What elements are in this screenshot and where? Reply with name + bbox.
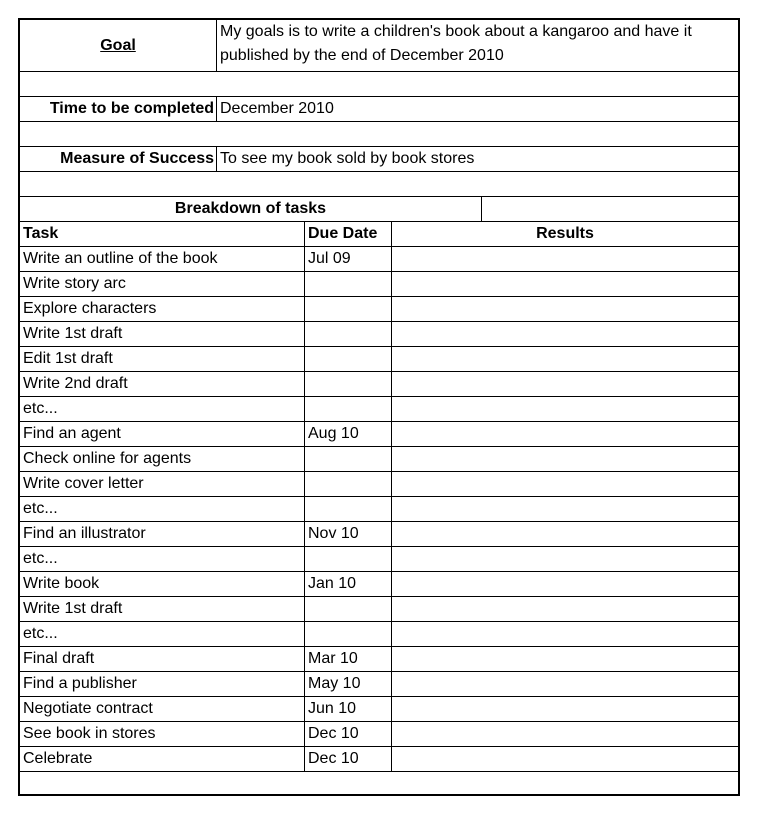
- task-name: Final draft: [20, 647, 305, 671]
- task-name: Write cover letter: [20, 472, 305, 496]
- spacer-row: [20, 172, 738, 197]
- task-name: etc...: [20, 622, 305, 646]
- column-header-task: Task: [20, 222, 305, 246]
- task-results: [392, 372, 738, 396]
- table-row: [20, 322, 738, 347]
- task-name: Write 1st draft: [20, 322, 305, 346]
- task-name: Find an agent: [20, 422, 305, 446]
- task-name: Find a publisher: [20, 672, 305, 696]
- table-row: [20, 747, 738, 772]
- task-results: [392, 447, 738, 471]
- table-row: [20, 522, 738, 547]
- task-due-date: Jan 10: [305, 572, 392, 596]
- table-row: [20, 247, 738, 272]
- breakdown-title-row: [20, 197, 738, 222]
- task-name: Check online for agents: [20, 447, 305, 471]
- task-due-date: [305, 397, 392, 421]
- footer-spacer-row: [20, 772, 738, 794]
- table-row: [20, 597, 738, 622]
- task-name: See book in stores: [20, 722, 305, 746]
- task-due-date: [305, 322, 392, 346]
- task-results: [392, 397, 738, 421]
- task-name: etc...: [20, 397, 305, 421]
- task-due-date: [305, 622, 392, 646]
- task-results: [392, 647, 738, 671]
- table-row: [20, 697, 738, 722]
- task-results: [392, 522, 738, 546]
- task-results: [392, 722, 738, 746]
- task-name: Edit 1st draft: [20, 347, 305, 371]
- task-results: [392, 272, 738, 296]
- time-row: [20, 97, 738, 122]
- goal-label-cell: [20, 20, 217, 71]
- table-row: [20, 472, 738, 497]
- task-results: [392, 422, 738, 446]
- task-results: [392, 297, 738, 321]
- table-row: [20, 347, 738, 372]
- task-name: Explore characters: [20, 297, 305, 321]
- task-due-date: [305, 447, 392, 471]
- task-results: [392, 672, 738, 696]
- task-due-date: [305, 497, 392, 521]
- task-results: [392, 547, 738, 571]
- goal-text-cell: [217, 20, 738, 71]
- table-row: [20, 572, 738, 597]
- task-due-date: [305, 597, 392, 621]
- task-results: [392, 697, 738, 721]
- task-due-date: Dec 10: [305, 747, 392, 771]
- task-name: etc...: [20, 547, 305, 571]
- measure-label: Measure of Success: [20, 147, 217, 171]
- table-row: [20, 672, 738, 697]
- goal-worksheet: [18, 18, 740, 796]
- time-label: Time to be completed: [20, 97, 217, 121]
- task-due-date: Jun 10: [305, 697, 392, 721]
- table-row: [20, 372, 738, 397]
- task-name: Find an illustrator: [20, 522, 305, 546]
- table-row: [20, 647, 738, 672]
- task-results: [392, 622, 738, 646]
- task-results: [392, 497, 738, 521]
- task-name: etc...: [20, 497, 305, 521]
- goal-label: Goal: [100, 37, 136, 54]
- time-value: December 2010: [220, 100, 334, 117]
- task-due-date: Jul 09: [305, 247, 392, 271]
- column-header-row: [20, 222, 738, 247]
- spacer-row: [20, 72, 738, 97]
- table-row: [20, 447, 738, 472]
- task-name: Write story arc: [20, 272, 305, 296]
- task-due-date: Aug 10: [305, 422, 392, 446]
- task-name: Negotiate contract: [20, 697, 305, 721]
- table-row: [20, 497, 738, 522]
- task-due-date: [305, 347, 392, 371]
- task-results: [392, 247, 738, 271]
- task-due-date: May 10: [305, 672, 392, 696]
- table-row: [20, 547, 738, 572]
- task-results: [392, 572, 738, 596]
- table-row: [20, 297, 738, 322]
- task-results: [392, 747, 738, 771]
- task-due-date: Dec 10: [305, 722, 392, 746]
- measure-value: To see my book sold by book stores: [220, 150, 475, 167]
- task-due-date: [305, 472, 392, 496]
- column-header-due-date: Due Date: [305, 222, 392, 246]
- task-due-date: [305, 297, 392, 321]
- task-name: Celebrate: [20, 747, 305, 771]
- task-due-date: [305, 272, 392, 296]
- task-results: [392, 597, 738, 621]
- column-header-results: Results: [536, 225, 594, 242]
- task-results: [392, 322, 738, 346]
- table-row: [20, 397, 738, 422]
- table-row: [20, 722, 738, 747]
- task-due-date: [305, 372, 392, 396]
- table-row: [20, 272, 738, 297]
- measure-row: [20, 147, 738, 172]
- task-name: Write 1st draft: [20, 597, 305, 621]
- table-row: [20, 622, 738, 647]
- task-due-date: Nov 10: [305, 522, 392, 546]
- task-name: Write book: [20, 572, 305, 596]
- goal-text-line-1: My goals is to write a children's book about a kangaroo and have it: [220, 23, 692, 40]
- task-due-date: Mar 10: [305, 647, 392, 671]
- goal-text-line-2: published by the end of December 2010: [220, 47, 504, 64]
- task-due-date: [305, 547, 392, 571]
- task-results: [392, 347, 738, 371]
- task-results: [392, 472, 738, 496]
- breakdown-title: Breakdown of tasks: [20, 197, 482, 221]
- task-name: Write 2nd draft: [20, 372, 305, 396]
- goal-row: [20, 20, 738, 72]
- spacer-row: [20, 122, 738, 147]
- table-row: [20, 422, 738, 447]
- task-name: Write an outline of the book: [20, 247, 305, 271]
